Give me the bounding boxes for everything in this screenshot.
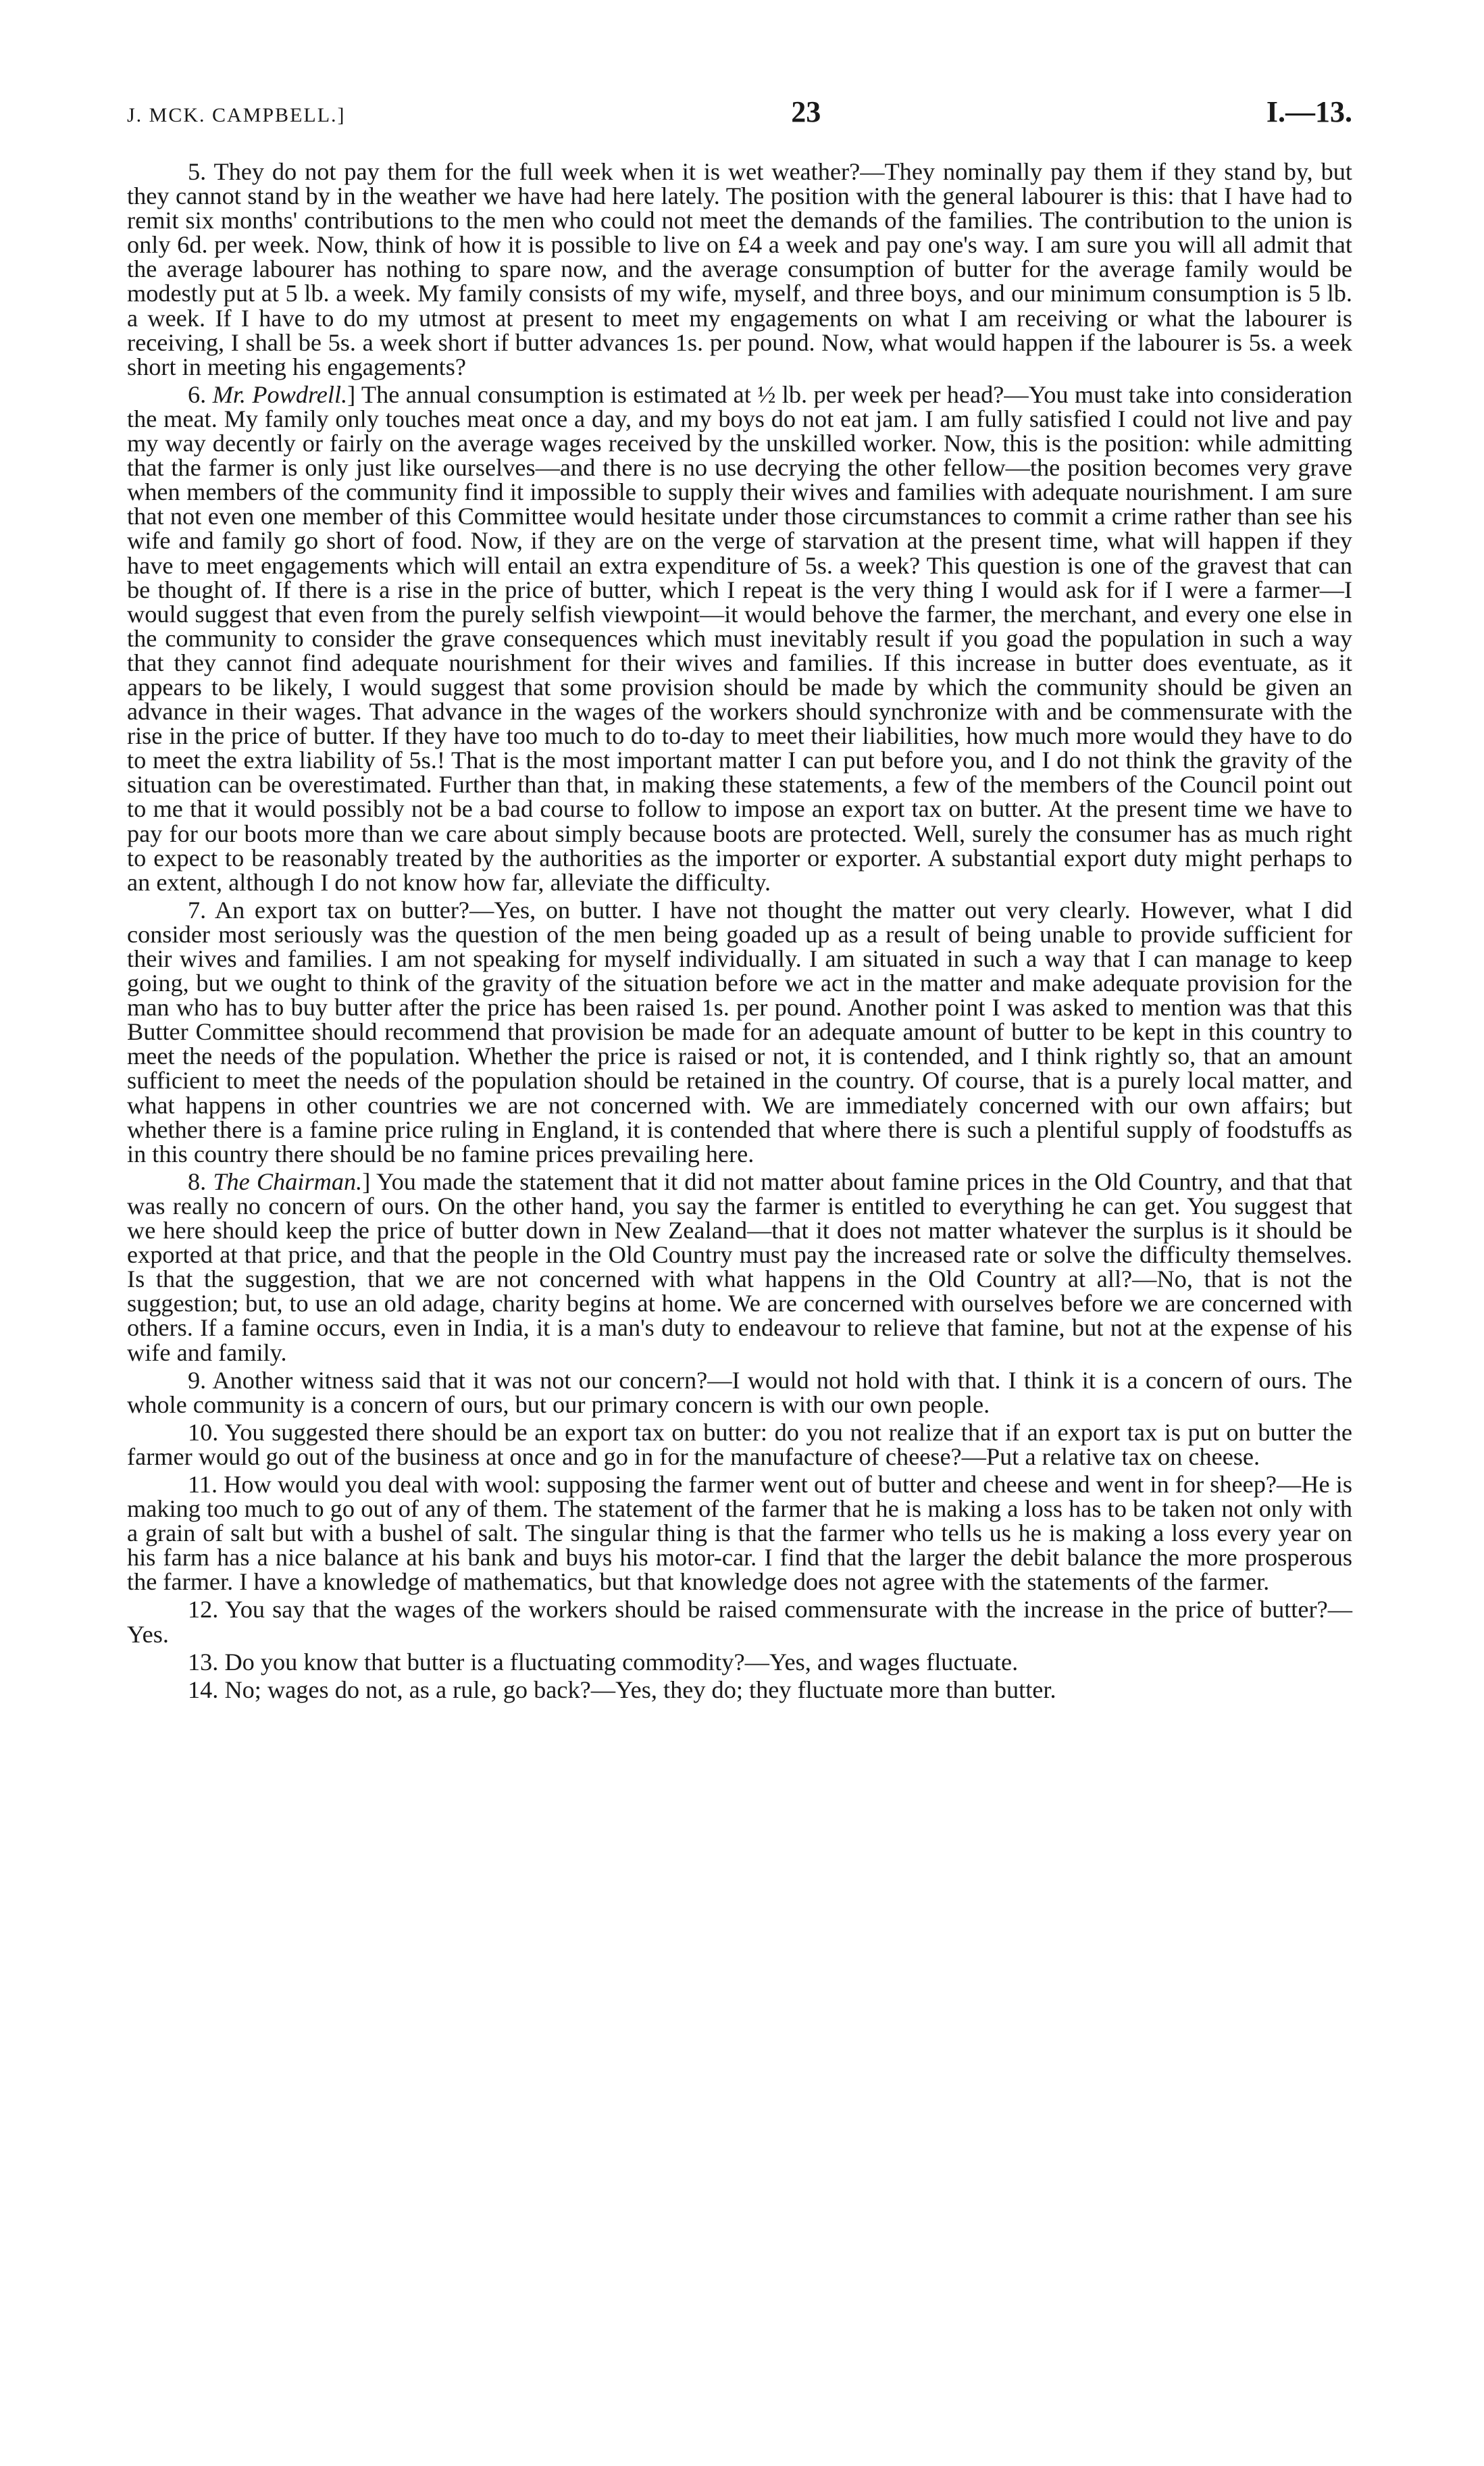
paragraph-10: 10. You suggested there should be an export tax on butter: do you not realize that if an export tax is put on butter the farmer would go out of the business at once and go in for the manufacture of cheese?—Put a relative tax on cheese. bbox=[127, 1418, 1352, 1470]
paragraph-11: 11. How would you deal with wool: supposing the farmer went out of butter and cheese and went in for sheep?—He is making too much to go out of any of them. The statement of the farmer that he is making a loss has to be taken not only with a grain of salt but with a bushel of salt. The singular thing is that the farmer who tells us he is making a loss every year on his farm has a nice balance at his bank and buys his motor-car. I find that the larger the debit balance the more prosperous the farmer. I have a knowledge of mathematics, but that knowledge does not agree with the statements of the farmer. bbox=[127, 1470, 1352, 1596]
speaker-name: Mr. Powdrell. bbox=[212, 380, 348, 408]
paragraph-7: 7. An export tax on butter?—Yes, on butter. I have not thought the matter out very clearly. However, what I did consider most seriously was the question of the men being goaded up as a result of being unable to provide sufficient for their wives and families. I am not speaking for myself individually. I am situated in such a way that I can manage to keep going, but we ought to think of the gravity of the situation before we act in the matter and make adequate provision for the man who has to buy butter after the price has been raised 1s. per pound. Another point I was asked to mention was that this Butter Committee should recommend that provision be made for an adequate amount of butter to be kept in this country to meet the needs of the population. Whether the price is raised or not, it is contended, and I think rightly so, that an amount sufficient to meet the needs of the population should be retained in the country. Of course, that is a purely local matter, and what happens in other countries we are not concerned with. We are immediately concerned with our own affairs; but whether there is a famine price ruling in England, it is contended that where there is such a plentiful supply of foodstuffs as in this country there should be no famine prices prevailing here. bbox=[127, 896, 1352, 1167]
paragraph-12: 12. You say that the wages of the workers should be raised commensurate with the increase in the price of butter?—Yes. bbox=[127, 1596, 1352, 1648]
paragraph-5: 5. They do not pay them for the full week when it is wet weather?—They nominally pay them if they stand by, but they cannot stand by in the weather we have had here lately. The position with the general labourer is this: that I have had to remit six months' contributions to the men who could not meet the demands of the families. The contribution to the union is only 6d. per week. Now, think of how it is possible to live on £4 a week and pay one's way. I am sure you will all admit that the average labourer has nothing to spare now, and the average consumption of butter for the average family would be modestly put at 5 lb. a week. My family consists of my wife, myself, and three boys, and our minimum consumption is 5 lb. a week. If I have to do my utmost at present to meet my engagements on what I am receiving or what the labourer is receiving, I shall be 5s. a week short if butter advances 1s. per pound. Now, what would happen if the labourer is 5s. a week short in meeting his engagements? bbox=[127, 158, 1352, 380]
paper-reference: I.—13. bbox=[1266, 95, 1352, 128]
paragraph-14: 14. No; wages do not, as a rule, go back?—Yes, they do; they fluctuate more than butter. bbox=[188, 1676, 1056, 1703]
paragraph-8: 8. The Chairman.] You made the statement that it did not matter about famine prices in the Old Country, and that that was really no concern of ours. On the other hand, you say the farmer is entitled to everything he can get. You suggest that we here should keep the price of butter down in New Zealand—that it does not matter whatever the surplus is it should be exported at that price, and that the people in the Old Country must pay the increased rate or solve the difficulty themselves. Is that the suggestion, that we are not concerned with what happens in the Old Country at all?—No, that is not the suggestion; but, to use an old adage, charity begins at home. We are concerned with ourselves before we are concerned with others. If a famine occurs, even in India, it is a man's duty to endeavour to relieve that famine, but not at the expense of his wife and family. bbox=[127, 1167, 1353, 1366]
witness-name: J. MCK. CAMPBELL.] bbox=[127, 104, 346, 126]
running-head bbox=[127, 95, 1352, 135]
evidence-text bbox=[127, 159, 1352, 1702]
paragraph-13: 13. Do you know that butter is a fluctuating commodity?—Yes, and wages fluctuate. bbox=[188, 1648, 1019, 1676]
paragraph-9: 9. Another witness said that it was not our concern?—I would not hold with that. I think it is a concern of ours. The whole community is a concern of ours, but our primary concern is with our own people. bbox=[127, 1366, 1352, 1418]
paragraph-6: 6. Mr. Powdrell.] The annual consumption is estimated at ½ lb. per week per head?—You must take into consideration the meat. My family only touches meat once a day, and my boys do not eat jam. I am fully satisfied I could not live and pay my way decently or fairly on the average wages received by the unskilled worker. Now, this is the position: while admitting that the farmer is only just like ourselves—and there is no use decrying the other fellow—the position becomes very grave when members of the community find it impossible to supply their wives and families with adequate nourishment. I am sure that not even one member of this Committee would hesitate under those circumstances to commit a crime rather than see his wife and family go short of food. Now, if they are on the verge of starvation at the present time, what will happen if they have to meet engagements which will entail an extra expenditure of 5s. a week? This question is one of the gravest that can be thought of. If there is a rise in the price of butter, which I repeat is the very thing I would ask for if I were a farmer—I would suggest that even from the purely selfish viewpoint—it would behove the farmer, the merchant, and every one else in the community to consider the grave consequences which must inevitably result if you goad the population in such a way that they cannot find adequate nourishment for their wives and families. If this increase in butter does eventuate, as it appears to be likely, I would suggest that some provision should be made by which the community should be given an advance in their wages. That advance in the wages of the workers should synchronize with and be commensurate with the rise in the price of butter. If they have too much to do to-day to meet their liabilities, how much more would they have to do to meet the extra liability of 5s.! That is the most important matter I can put before you, and I do not think the gravity of the situation can be overestimated. Further than that, in making these statements, a few of the members of the Council point out to me that it would possibly not be a bad course to follow to impose an export tax on butter. At the present time we have to pay for our boots more than we care about simply because boots are protected. Well, surely the consumer has as much right to expect to be reasonably treated by the authorities as the importer or exporter. A substantial export duty might perhaps to an extent, although I do not know how far, alleviate the difficulty. bbox=[127, 380, 1353, 896]
page-number: 23 bbox=[791, 95, 821, 128]
speaker-name: The Chairman. bbox=[213, 1167, 363, 1195]
